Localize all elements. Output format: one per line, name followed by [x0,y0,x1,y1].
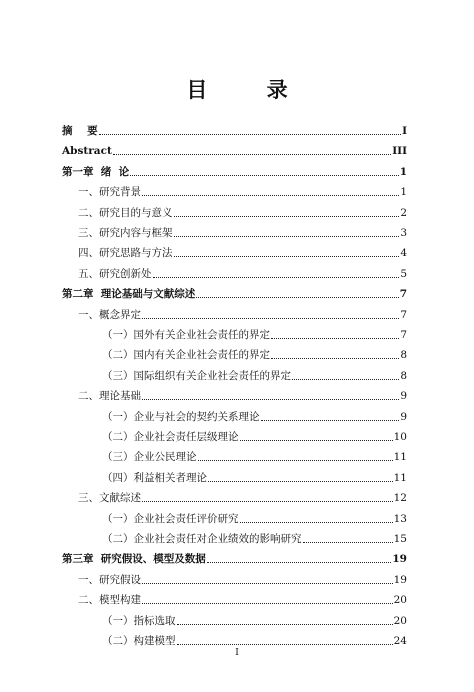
dot-leader [142,194,399,196]
dot-leader [142,602,393,604]
toc-entry-label: 三、研究内容与框架 [78,227,173,239]
dot-leader [177,623,393,625]
toc-entry[interactable] [78,389,407,403]
toc-entry-page: 7 [400,309,407,321]
toc-entry-page: 1 [399,166,407,178]
dot-leader [142,582,393,584]
toc-entry[interactable] [102,614,407,628]
toc-entry-label: 四、研究思路与方法 [78,247,173,259]
toc-entry-page: 24 [393,635,407,647]
toc-entry[interactable] [62,552,407,566]
dot-leader [142,398,399,400]
toc-entry[interactable] [62,144,407,158]
toc-entry[interactable] [78,308,407,322]
toc-entry[interactable] [102,410,407,424]
toc-entry-page: 8 [400,370,407,382]
toc-entry-page: 13 [393,513,407,525]
toc-entry[interactable] [102,328,407,342]
toc-entry-label: Abstract [62,145,112,157]
toc-entry[interactable] [78,185,407,199]
toc-entry-label: （二）构建模型 [102,635,176,647]
toc-entry-label: 二、研究目的与意义 [78,207,173,219]
toc-entry-page: 15 [393,533,407,545]
toc-entry-label: （一）国外有关企业社会责任的界定 [102,329,270,341]
toc-entry-label: 三、文献综述 [78,492,141,504]
dot-leader [177,643,393,645]
toc-entry-page: 7 [399,288,407,300]
toc-entry-page: I [402,125,407,137]
toc-entry[interactable] [78,226,407,240]
toc-entry[interactable] [78,573,407,587]
dot-leader [142,317,399,319]
toc-entry[interactable] [102,450,407,464]
toc-entry-label: 摘 要 [62,125,98,137]
toc-entry-label: 二、模型构建 [78,594,141,606]
toc-entry-page: 20 [393,594,407,606]
toc-entry-page: 1 [400,186,407,198]
toc-entry[interactable] [62,287,407,301]
toc-entry-label: （三）企业公民理论 [102,451,197,463]
dot-leader [240,521,393,523]
toc-entry-label: 二、理论基础 [78,390,141,402]
dot-leader [196,296,398,298]
toc-entry-page: 4 [400,247,407,259]
toc-entry-label: （四）利益相关者理论 [102,472,207,484]
toc-entry-label: 第一章 绪 论 [62,166,130,178]
toc-entry-label: 一、概念界定 [78,309,141,321]
dot-leader [174,255,400,257]
toc-entry-label: （二）国内有关企业社会责任的界定 [102,349,270,361]
dot-leader [113,153,391,155]
toc-entry[interactable] [102,471,407,485]
toc-entry-page: 10 [393,431,407,443]
toc-entry-page: 11 [393,472,407,484]
dot-leader [207,561,392,563]
toc-entry-page: 9 [400,411,407,423]
toc-entry-label: 一、研究背景 [78,186,141,198]
toc-entry[interactable] [78,491,407,505]
dot-leader [271,337,399,339]
toc-entry[interactable] [102,512,407,526]
toc-entry[interactable] [102,430,407,444]
dot-leader [174,215,400,217]
toc-entry[interactable] [102,348,407,362]
toc-entry-page: 19 [392,553,407,565]
toc-entry-label: （一）指标选取 [102,615,176,627]
page-number: I [235,648,239,658]
dot-leader [174,235,400,237]
toc-entry[interactable] [78,246,407,260]
dot-leader [130,174,399,176]
toc-entry[interactable] [78,593,407,607]
toc-entry-page: 3 [400,227,407,239]
dot-leader [142,500,393,502]
toc-entry-page: 7 [400,329,407,341]
toc-entry-page: III [392,145,407,157]
toc-entry-label: 五、研究创新处 [78,268,152,280]
toc-entry-label: 一、研究假设 [78,574,141,586]
toc-entry-label: （三）国际组织有关企业社会责任的界定 [102,370,291,382]
toc-entry-label: （二）企业社会责任层级理论 [102,431,239,443]
dot-leader [198,459,393,461]
toc-entry-page: 5 [400,268,407,280]
toc-entry-label: （一）企业与社会的契约关系理论 [102,411,260,423]
dot-leader [99,133,401,135]
page-title: 目 录 [186,77,314,102]
toc-entry[interactable] [102,369,407,383]
dot-leader [153,276,400,278]
toc-entry-label: 第二章 理论基础与文献综述 [62,288,196,300]
toc-entry-page: 20 [393,615,407,627]
toc-entry-page: 9 [400,390,407,402]
toc-entry-page: 11 [393,451,407,463]
toc-entry-label: 第三章 研究假设、模型及数据 [62,553,206,565]
dot-leader [240,439,393,441]
toc-entry[interactable] [78,206,407,220]
toc-entry-label: （二）企业社会责任对企业绩效的影响研究 [102,533,302,545]
toc-entry-label: （一）企业社会责任评价研究 [102,513,239,525]
dot-leader [292,378,399,380]
dot-leader [208,480,393,482]
toc-entry-page: 12 [393,492,407,504]
toc-entry[interactable] [102,532,407,546]
toc-entry[interactable] [78,267,407,281]
toc-entry[interactable] [102,634,407,648]
toc-entry-page: 19 [393,574,407,586]
dot-leader [271,357,399,359]
dot-leader [303,541,393,543]
toc-entry-page: 8 [400,349,407,361]
dot-leader [261,419,400,421]
toc-entry[interactable] [62,165,407,179]
toc-entry-page: 2 [400,207,407,219]
toc-entry[interactable] [62,124,407,138]
